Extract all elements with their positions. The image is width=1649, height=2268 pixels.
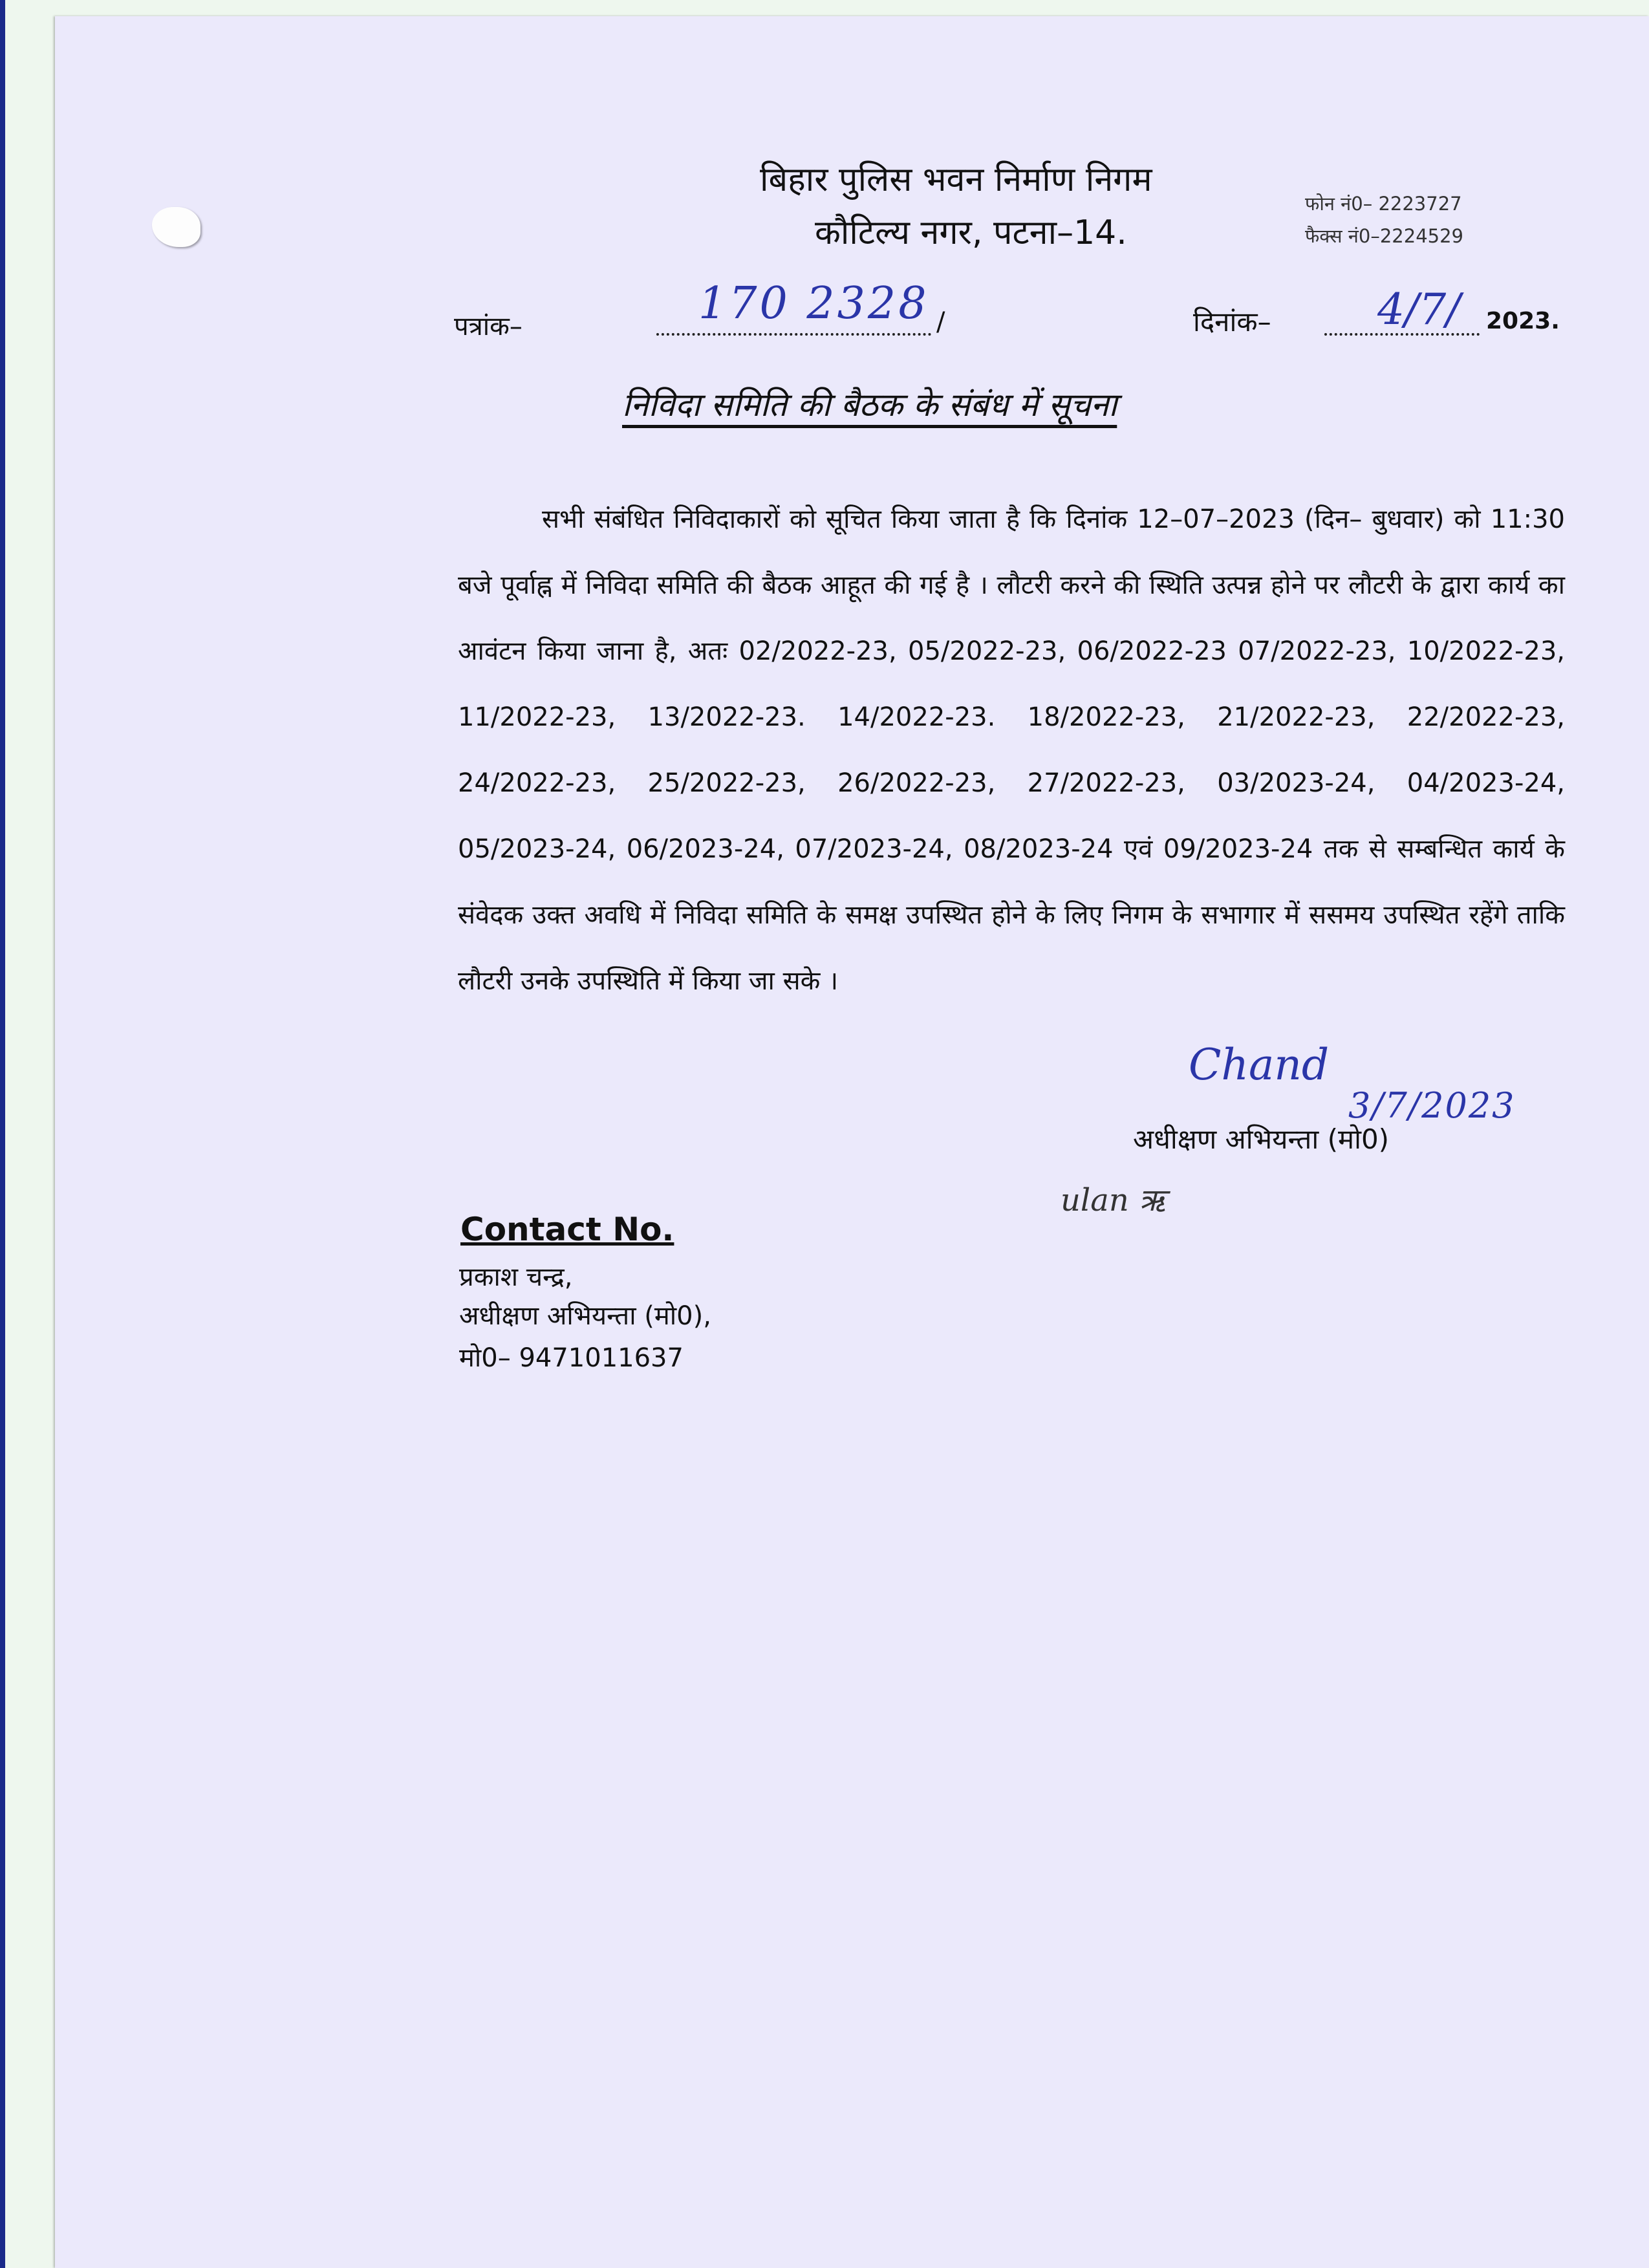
reference-label: पत्रांक–: [454, 312, 523, 341]
organization-name: बिहार पुलिस भवन निर्माण निगम: [760, 160, 1152, 199]
contact-mobile: मो0– 9471011637: [459, 1343, 684, 1373]
signature-date: 3/7/2023: [1348, 1085, 1516, 1126]
contact-designation: अधीक्षण अभियन्ता (मो0),: [459, 1301, 711, 1331]
pin-hole-mark: [152, 207, 200, 247]
signatory-designation: अधीक्षण अभियन्ता (मो0): [1133, 1123, 1390, 1155]
signature: Chand: [1189, 1040, 1330, 1090]
handwritten-initials: ulan ऋ: [1061, 1182, 1165, 1218]
reference-slash: /: [936, 307, 945, 337]
contact-heading: Contact No.: [460, 1211, 674, 1248]
notice-body: सभी संबंधित निविदाकारों को सूचित किया जाता है कि दिनांक 12–07–2023 (दिन– बुधवार) को 11:30 बजे पूर्वाह्न में निविदा समिति की बैठक आहूत की गई है । लौटरी करने की स्थिति उत्पन्न होने पर लौटरी के द्वारा कार्य का आवंटन किया जाना है, अतः 02/2022-23, 05/2022-23, 06/2022-23 07/2022-23, 10/2022-23, 11/2022-23, 13/2022-23. 14/2022-23. 18/2022-23, 21/2022-23, 22/2022-23, 24/2022-23, 25/2022-23, 26/2022-23, 27/2022-23, 03/2023-24, 04/2023-24, 05/2023-24, 06/2023-24, 07/2023-24, 08/2023-24 एवं 09/2023-24 तक से सम्बन्धित कार्य के संवेदक उक्त अवधि में निविदा समिति के समक्ष उपस्थित होने के लिए निगम के सभागार में ससमय उपस्थित रहेंगे ताकि लौटरी उनके उपस्थिति में किया जा सके ।: [458, 504, 1565, 996]
organization-address: कौटिल्य नगर, पटना–14.: [815, 213, 1127, 252]
fax-number: फैक्स नं0–2224529: [1305, 225, 1464, 247]
contact-name: प्रकाश चन्द्र,: [459, 1262, 573, 1292]
notice-title: निविदा समिति की बैठक के संबंध में सूचना: [622, 386, 1117, 424]
reference-dotted-line: [656, 333, 931, 336]
date-label: दिनांक–: [1193, 306, 1271, 338]
reference-number-handwritten: 170 2328: [698, 278, 929, 329]
document-page: [55, 16, 1649, 2268]
date-handwritten: 4/7/: [1377, 285, 1461, 334]
scan-edge: [0, 0, 5, 2268]
phone-number: फोन नं0– 2223727: [1305, 193, 1462, 215]
date-year: 2023.: [1486, 308, 1560, 334]
